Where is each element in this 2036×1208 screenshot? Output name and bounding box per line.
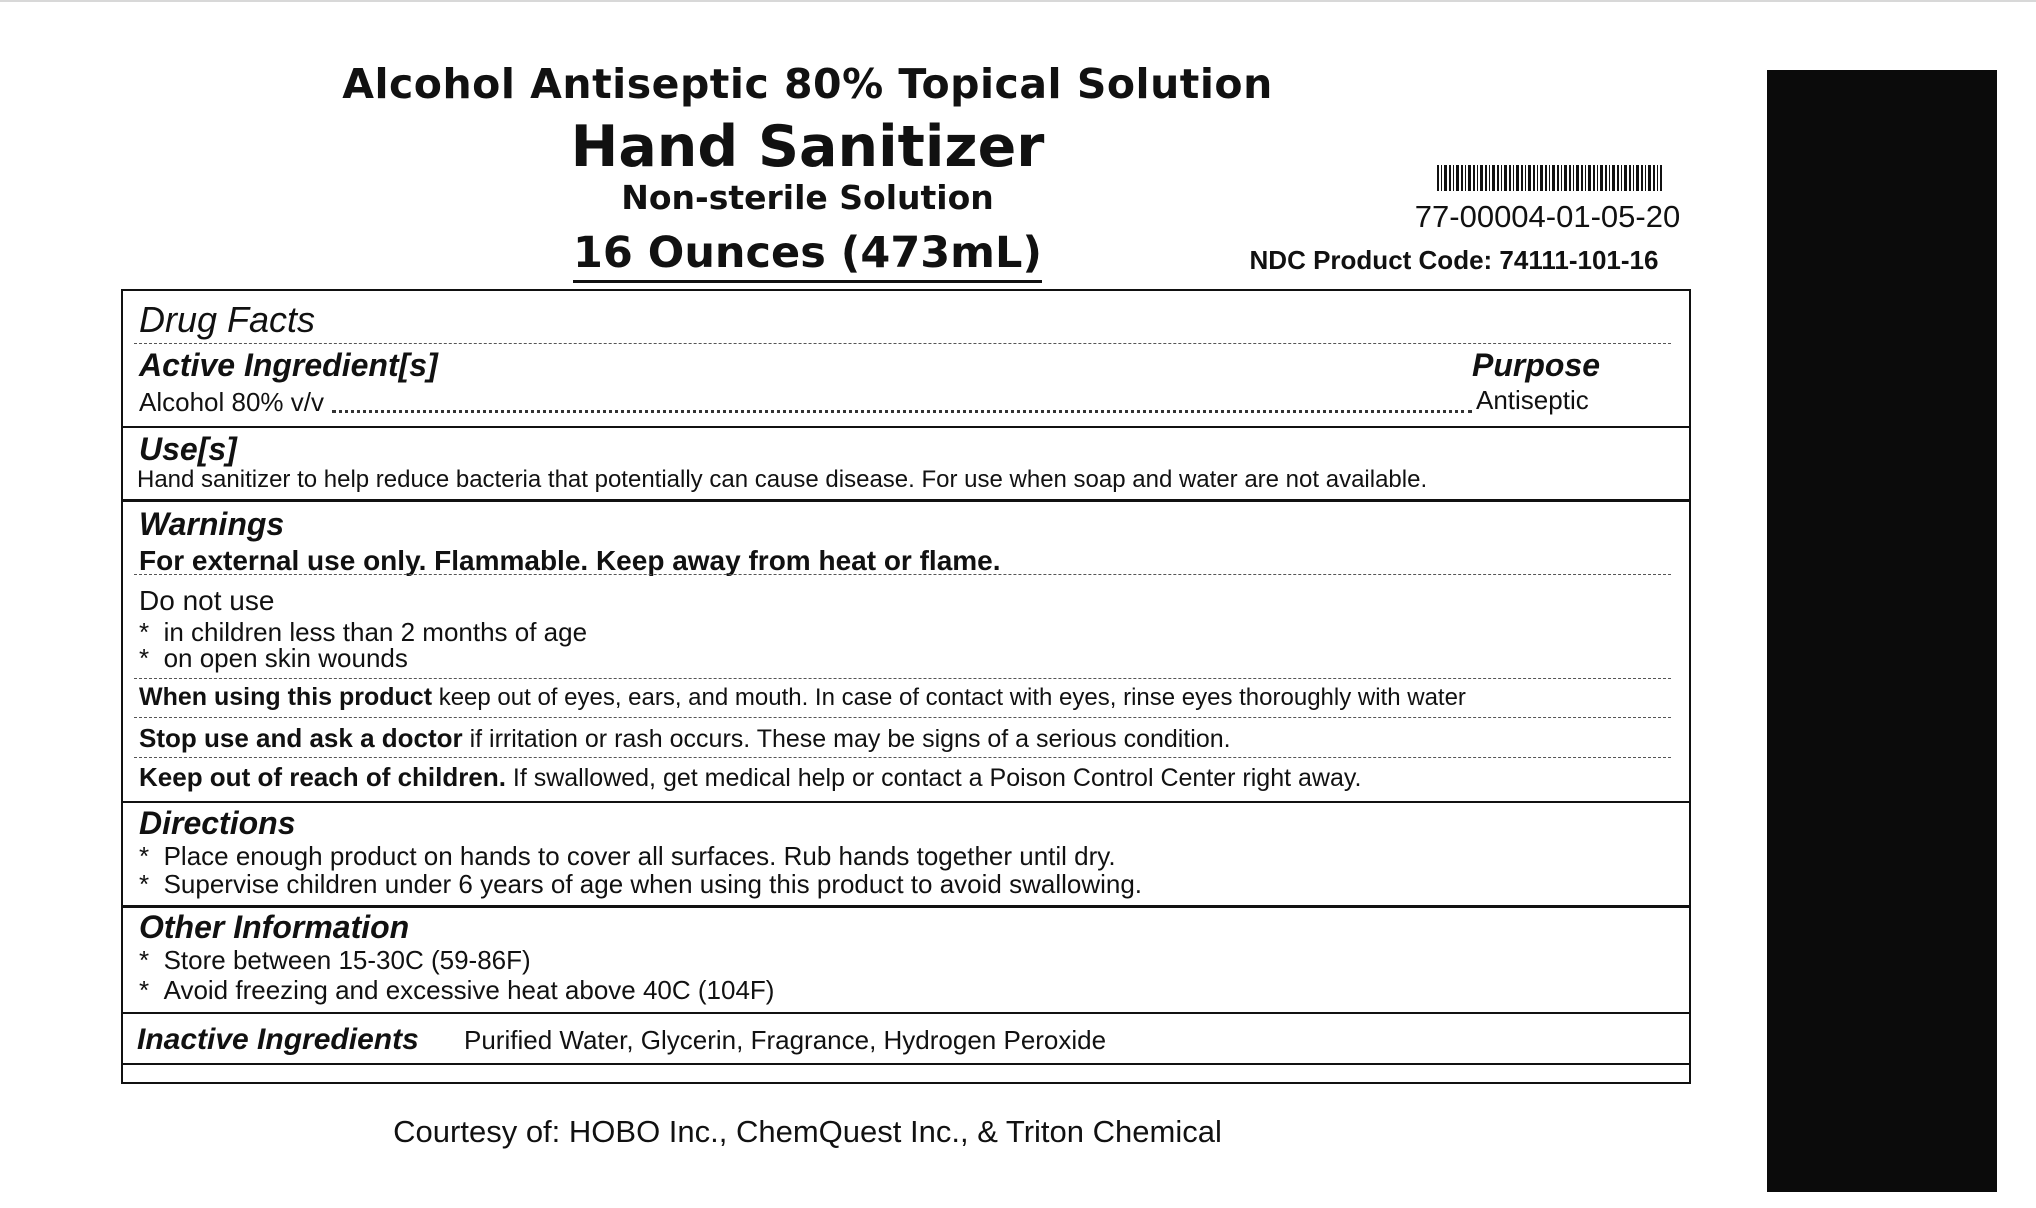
dotted-leader: [332, 410, 1472, 413]
section-divider: [123, 1063, 1689, 1065]
inactive-ingredients-heading: Inactive Ingredients: [137, 1023, 419, 1056]
product-title: Hand Sanitizer: [570, 114, 1045, 180]
inactive-ingredients-text: Purified Water, Glycerin, Fragrance, Hydrogen Peroxide: [464, 1025, 1107, 1055]
scan-black-margin: [1767, 70, 1997, 1192]
courtesy-line: Courtesy of: HOBO Inc., ChemQuest Inc., & Triton Chemical: [393, 1114, 1222, 1149]
when-using-text: When using this product keep out of eyes, ears, and mouth. In case of contact with eyes, rinse eyes thoroughly with water: [139, 683, 1466, 711]
divider: [134, 717, 1671, 718]
divider: [134, 757, 1671, 758]
keep-out-text: Keep out of reach of children. If swallowed, get medical help or contact a Poison Control Center right away.: [139, 762, 1362, 792]
other-info-heading: Other Information: [139, 909, 410, 945]
section-divider: [123, 499, 1689, 502]
divider: [134, 678, 1671, 679]
stop-use-text: Stop use and ask a doctor if irritation or rash occurs. These may be signs of a serious condition.: [139, 723, 1231, 753]
external-use-warning: For external use only. Flammable. Keep away from heat or flame.: [139, 545, 1001, 576]
drug-facts-heading: Drug Facts: [139, 299, 316, 340]
other-info-item: * Avoid freezing and excessive heat above 40C (104F): [139, 975, 775, 1005]
sterility-note: Non-sterile Solution: [621, 178, 994, 217]
do-not-use-item: * in children less than 2 months of age: [139, 617, 588, 647]
ndc-code: NDC Product Code: 74111-101-16: [1249, 245, 1659, 275]
uses-text: Hand sanitizer to help reduce bacteria that potentially can cause disease. For use when soap and water are not available.: [137, 466, 1428, 493]
top-edge-line: [0, 0, 2036, 2]
barcode-image: [1437, 165, 1662, 191]
divider: [134, 343, 1671, 344]
volume-label: 16 Ounces (473mL): [200, 228, 1415, 278]
active-ingredients-heading: Active Ingredient[s]: [139, 347, 438, 383]
product-subtitle: Alcohol Antiseptic 80% Topical Solution: [342, 60, 1273, 108]
section-divider: [123, 905, 1689, 908]
do-not-use-item: * on open skin wounds: [139, 643, 408, 673]
warnings-heading: Warnings: [139, 506, 285, 542]
divider: [134, 574, 1671, 575]
directions-item: * Supervise children under 6 years of age when using this product to avoid swallowing.: [139, 869, 1143, 899]
section-divider: [123, 801, 1689, 803]
purpose-heading: Purpose: [1472, 347, 1601, 383]
section-divider: [123, 426, 1689, 428]
do-not-use-heading: Do not use: [139, 585, 275, 616]
uses-heading: Use[s]: [139, 431, 237, 467]
purpose-value: Antiseptic: [1476, 385, 1589, 415]
drug-facts-panel: [121, 289, 1691, 1084]
active-ingredient: Alcohol 80% v/v: [139, 387, 324, 417]
directions-item: * Place enough product on hands to cover all surfaces. Rub hands together until dry.: [139, 841, 1116, 871]
section-divider: [123, 1012, 1689, 1014]
other-info-item: * Store between 15-30C (59-86F): [139, 945, 531, 975]
lot-code: 77-00004-01-05-20: [1414, 199, 1681, 234]
directions-heading: Directions: [139, 805, 296, 841]
